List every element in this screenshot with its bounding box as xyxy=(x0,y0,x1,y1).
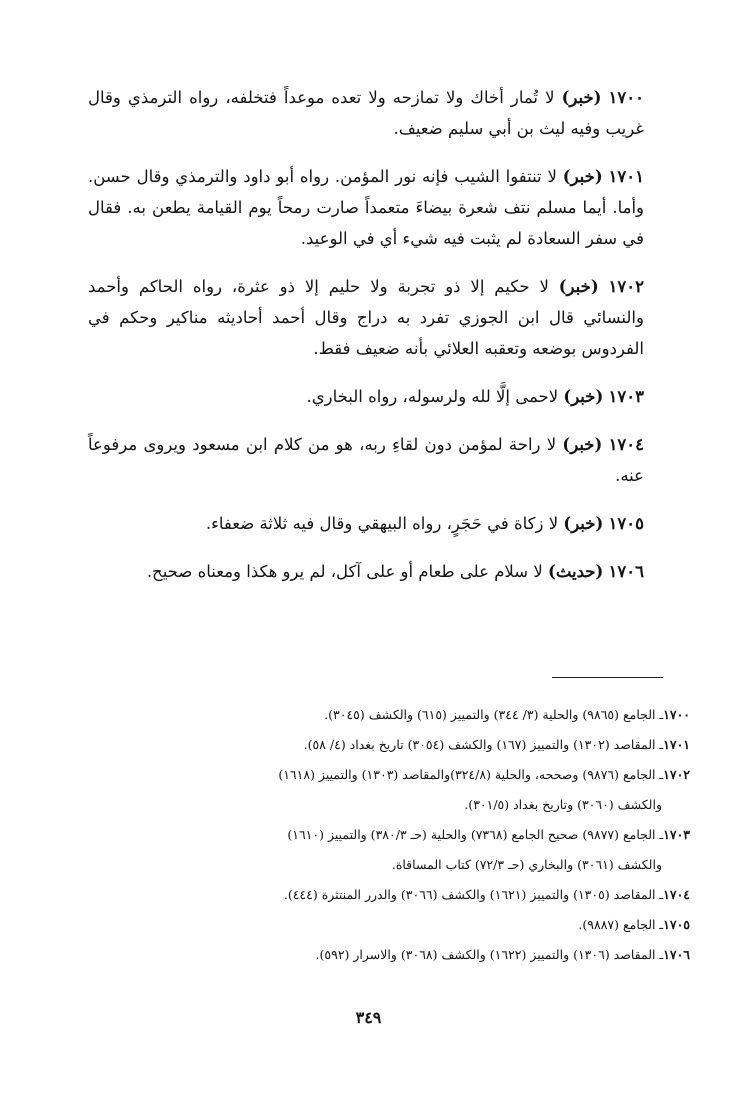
entry-1705 xyxy=(88,508,644,539)
entry-1702 xyxy=(88,271,644,364)
entry-1701 xyxy=(88,161,644,254)
entry-1706 xyxy=(88,556,644,587)
footnote-1706 xyxy=(150,940,690,970)
footnote-1702 xyxy=(150,760,690,820)
footnote-continuation: والكشف (٣٠٦٠) وتاريخ بغداد (٣٠١/٥). xyxy=(464,797,662,812)
footnote-divider xyxy=(552,677,663,678)
entry-text: لا تُمار أخاك ولا تمازحه ولا تعده موعداً فتخلفه، رواه الترمذي وقال غريب وفيه ليث بن أبي سليم ضعيف. xyxy=(88,88,644,138)
footnote-1703 xyxy=(150,820,690,880)
page-number: ٣٤٩ xyxy=(355,1008,382,1027)
footnote-number: ١٧٠٦ xyxy=(663,947,690,962)
entry-text: لا حكيم إلا ذو تجربة ولا حليم إلا ذو عثرة، رواه الحاكم وأحمد والنسائي قال ابن الجوزي تفرد به دراج وقال أحمد أحاديثه مناكير وحكم في الفردوس بوضعه وتعقبه العلائي بأنه ضعيف فقط. xyxy=(88,277,644,358)
footnote-1704 xyxy=(150,880,690,910)
entry-text: لاحمى إلَّا لله ولرسوله، رواه البخاري. xyxy=(306,387,559,406)
entry-number: ١٧٠٥ xyxy=(608,514,644,533)
entry-number: ١٧٠٤ xyxy=(608,435,645,454)
footnote-number: ١٧٠٤ xyxy=(663,887,690,902)
footnote-text: ـ الجامع (٩٨٧٧) صحيح الجامع (٧٣٦٨) والحلية (حـ ٣٨٠/٣) والتمييز (١٦١٠) xyxy=(287,827,664,842)
footnote-text: ـ المقاصد (١٣٠٦) والتمييز (١٦٢٢) والكشف (٣٠٦٨) والاسرار (٥٩٢). xyxy=(315,947,664,962)
footnote-1705 xyxy=(150,910,690,940)
entry-tag: (خبر) xyxy=(563,514,604,533)
entry-text: لا زكاة في حَجَرٍ، رواه البيهقي وقال فيه ثلاثة ضعفاء. xyxy=(205,514,559,533)
entry-1703 xyxy=(88,381,644,412)
footnotes xyxy=(150,700,690,970)
footnote-text: ـ المقاصد (١٣٠٥) والتمييز (١٦٢١) والكشف (٣٠٦٦) والدرر المنتثرة (٤٤٤). xyxy=(283,887,664,902)
entry-text: لا سلام على طعام أو على آكل، لم يرو هكذا ومعناه صحيح. xyxy=(146,562,543,581)
entry-tag: (خبر) xyxy=(561,88,602,107)
entry-text: لا تنتفوا الشيب فإنه نور المؤمن. رواه أبو داود والترمذي وقال حسن. وأما. أيما مسلم نتف شعرة بيضاءَ متعمداً صارت رمحاً يوم القيامة يطعن به. فقال في سفر السعادة لم يثبت فيه شيء أي في الوعيد. xyxy=(88,167,644,248)
entry-number: ١٧٠٢ xyxy=(608,277,644,296)
entry-text: لا راحة لمؤمن دون لقاءِ ربه، هو من كلام ابن مسعود ويروى مرفوعاً عنه. xyxy=(88,435,644,485)
entry-number: ١٧٠٣ xyxy=(608,387,644,406)
footnote-text: ـ الجامع (٩٨٧٦) وصححه، والحلية (٣٢٤/٨)والمقاصد (١٣٠٣) والتمييز (١٦١٨) xyxy=(278,767,664,782)
footnote-text: ـ الجامع (٩٨٨٧). xyxy=(578,917,664,932)
entry-tag: (خبر) xyxy=(558,277,599,296)
main-text xyxy=(88,82,644,604)
footnote-text: ـ المقاصد (١٣٠٢) والتمييز (١٦٧) والكشف (٣٠٥٤) تاريخ بغداد (٤/ ٥٨). xyxy=(303,737,664,752)
footnote-number: ١٧٠٠ xyxy=(663,707,690,722)
entry-1700 xyxy=(88,82,644,144)
entry-tag: (خبر) xyxy=(562,435,603,454)
footnote-number: ١٧٠١ xyxy=(663,737,690,752)
footnote-1700 xyxy=(150,700,690,730)
entry-tag: (خبر) xyxy=(562,167,603,186)
footnote-number: ١٧٠٥ xyxy=(663,917,690,932)
entry-tag: (خبر) xyxy=(563,387,604,406)
entry-number: ١٧٠٠ xyxy=(608,88,644,107)
footnote-text: ـ الجامع (٩٨٦٥) والحلية (٣/ ٣٤٤) والتمييز (٦١٥) والكشف (٣٠٤٥). xyxy=(324,707,664,722)
footnote-number: ١٧٠٢ xyxy=(663,767,690,782)
entry-1704 xyxy=(88,429,644,491)
footnote-1701 xyxy=(150,730,690,760)
entry-number: ١٧٠١ xyxy=(608,167,644,186)
footnote-number: ١٧٠٣ xyxy=(663,827,690,842)
footnote-continuation: والكشف (٣٠٦١) والبخاري (حـ ٧٢/٣) كتاب المساقاة. xyxy=(391,857,662,872)
entry-tag: (حديث) xyxy=(548,562,604,581)
entry-number: ١٧٠٦ xyxy=(608,562,644,581)
